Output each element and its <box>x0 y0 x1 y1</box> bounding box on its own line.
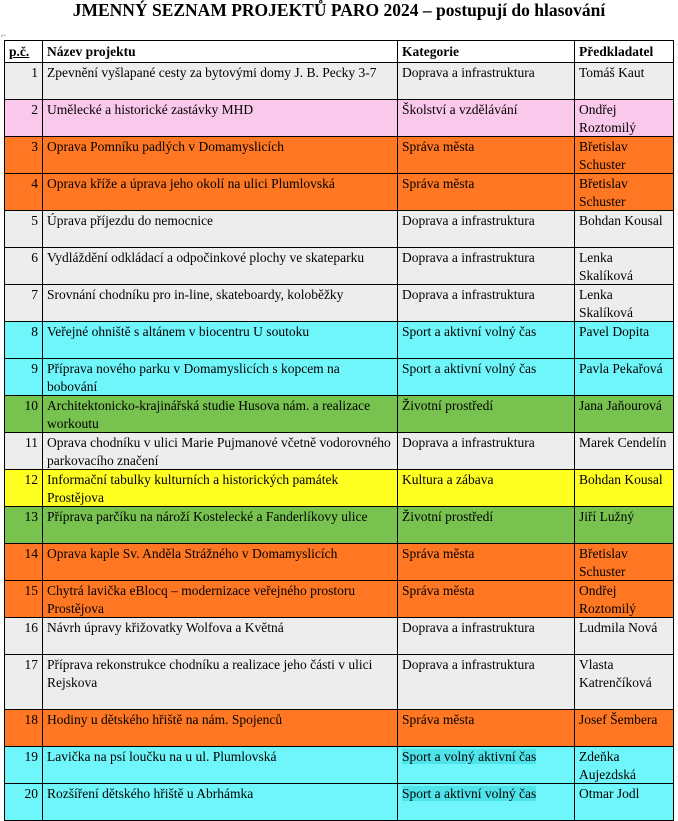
table-row <box>5 174 674 211</box>
row-author: Břetislav Schuster <box>575 544 674 581</box>
row-category: Sport a aktivní volný čas <box>398 322 575 359</box>
header-number: p.č. <box>5 41 43 63</box>
table-header-row <box>5 41 674 63</box>
row-author: Josef Šembera <box>575 710 674 747</box>
table-row <box>5 137 674 174</box>
header-category: Kategorie <box>398 41 575 63</box>
row-project-name: Architektonicko-krajinářská studie Husova nám. a realizace workoutu <box>43 396 398 433</box>
row-category: Správa města <box>398 137 575 174</box>
row-project-name: Oprava Pomníku padlých v Domamyslicích <box>43 137 398 174</box>
row-number: 18 <box>5 710 43 747</box>
row-project-name: Informační tabulky kulturních a historických památek Prostějova <box>43 470 398 507</box>
row-number: 1 <box>5 63 43 100</box>
row-author: Lenka Skalíková <box>575 248 674 285</box>
row-category: Správa města <box>398 544 575 581</box>
table-row <box>5 433 674 470</box>
document-title: JMENNÝ SEZNAM PROJEKTŮ PARO 2024 – postupují do hlasování <box>72 0 606 20</box>
row-project-name: Umělecké a historické zastávky MHD <box>43 100 398 137</box>
row-project-name: Vydláždění odkládací a odpočinkové plochy ve skateparku <box>43 248 398 285</box>
row-author: Jiří Lužný <box>575 507 674 544</box>
row-author: Pavla Pekařová <box>575 359 674 396</box>
row-project-name: Oprava kaple Sv. Anděla Strážného v Domamyslicích <box>43 544 398 581</box>
row-category: Doprava a infrastruktura <box>398 285 575 322</box>
table-row <box>5 359 674 396</box>
row-number: 6 <box>5 248 43 285</box>
row-number: 17 <box>5 655 43 710</box>
row-project-name: Veřejné ohniště s altánem v biocentru U soutoku <box>43 322 398 359</box>
table-row <box>5 63 674 100</box>
row-category: Doprava a infrastruktura <box>398 618 575 655</box>
table-row <box>5 322 674 359</box>
row-project-name: Příprava parčíku na nároží Kostelecké a Fanderlíkovy ulice <box>43 507 398 544</box>
row-author: Pavel Dopita <box>575 322 674 359</box>
table-row <box>5 747 674 784</box>
row-category: Sport a aktivní volný čas <box>398 359 575 396</box>
row-number: 3 <box>5 137 43 174</box>
table-row <box>5 544 674 581</box>
row-category: Sport a aktivní volný čas <box>398 784 575 821</box>
row-project-name: Oprava kříže a úprava jeho okolí na ulici Plumlovská <box>43 174 398 211</box>
row-project-name: Hodiny u dětského hřiště na nám. Spojenců <box>43 710 398 747</box>
row-author: Otmar Jodl <box>575 784 674 821</box>
row-number: 8 <box>5 322 43 359</box>
table-row <box>5 396 674 433</box>
row-category: Školství a vzdělávání <box>398 100 575 137</box>
table-row <box>5 618 674 655</box>
table-row <box>5 710 674 747</box>
table-row <box>5 285 674 322</box>
row-author: Lenka Skalíková <box>575 285 674 322</box>
row-category: Kultura a zábava <box>398 470 575 507</box>
table-row <box>5 248 674 285</box>
project-table <box>4 40 674 821</box>
row-number: 14 <box>5 544 43 581</box>
table-row <box>5 655 674 710</box>
row-project-name: Zpevnění vyšlapané cesty za bytovými domy J. B. Pecky 3-7 <box>43 63 398 100</box>
row-number: 20 <box>5 784 43 821</box>
table-row <box>5 507 674 544</box>
row-author: Tomáš Kaut <box>575 63 674 100</box>
row-author: Vlasta Katrenčíková <box>575 655 674 710</box>
row-category: Správa města <box>398 581 575 618</box>
row-author: Ludmila Nová <box>575 618 674 655</box>
row-author: Bohdan Kousal <box>575 470 674 507</box>
row-number: 19 <box>5 747 43 784</box>
row-number: 4 <box>5 174 43 211</box>
row-category: Doprava a infrastruktura <box>398 63 575 100</box>
row-number: 11 <box>5 433 43 470</box>
row-author: Ondřej Roztomilý <box>575 100 674 137</box>
row-author: Břetislav Schuster <box>575 137 674 174</box>
row-project-name: Chytrá lavička eBlocq – modernizace veřejného prostoru Prostějova <box>43 581 398 618</box>
table-row <box>5 784 674 821</box>
row-author: Ondřej Roztomilý <box>575 581 674 618</box>
header-project-name: Název projektu <box>43 41 398 63</box>
row-project-name: Lavička na psí loučku na u ul. Plumlovská <box>43 747 398 784</box>
row-number: 7 <box>5 285 43 322</box>
row-project-name: Návrh úpravy křižovatky Wolfova a Květná <box>43 618 398 655</box>
row-project-name: Srovnání chodníku pro in-line, skateboardy, koloběžky <box>43 285 398 322</box>
row-category: Správa města <box>398 710 575 747</box>
table-move-handle-icon: ⌐ <box>1 30 7 40</box>
row-number: 10 <box>5 396 43 433</box>
row-number: 12 <box>5 470 43 507</box>
row-number: 2 <box>5 100 43 137</box>
table-row <box>5 100 674 137</box>
row-project-name: Příprava rekonstrukce chodníku a realizace jeho části v ulici Rejskova <box>43 655 398 710</box>
row-category: Životní prostředí <box>398 507 575 544</box>
table-row <box>5 211 674 248</box>
row-number: 9 <box>5 359 43 396</box>
row-project-name: Rozšíření dětského hřiště u Abrhámka <box>43 784 398 821</box>
row-author: Bohdan Kousal <box>575 211 674 248</box>
table-row <box>5 581 674 618</box>
row-project-name: Příprava nového parku v Domamyslicích s kopcem na bobování <box>43 359 398 396</box>
row-category: Doprava a infrastruktura <box>398 248 575 285</box>
row-number: 13 <box>5 507 43 544</box>
row-project-name: Oprava chodníku v ulici Marie Pujmanové včetně vodorovného parkovacího značení <box>43 433 398 470</box>
row-number: 16 <box>5 618 43 655</box>
row-number: 5 <box>5 211 43 248</box>
row-category: Sport a volný aktivní čas <box>398 747 575 784</box>
table-row <box>5 470 674 507</box>
row-project-name: Úprava příjezdu do nemocnice <box>43 211 398 248</box>
row-category: Životní prostředí <box>398 396 575 433</box>
row-author: Marek Cendelín <box>575 433 674 470</box>
row-number: 15 <box>5 581 43 618</box>
row-category: Doprava a infrastruktura <box>398 433 575 470</box>
row-category: Doprava a infrastruktura <box>398 211 575 248</box>
row-author: Jana Jaňourová <box>575 396 674 433</box>
row-author: Zdeňka Aujezdská <box>575 747 674 784</box>
row-category: Doprava a infrastruktura <box>398 655 575 710</box>
row-category: Správa města <box>398 174 575 211</box>
header-author: Předkladatel <box>575 41 674 63</box>
row-author: Břetislav Schuster <box>575 174 674 211</box>
